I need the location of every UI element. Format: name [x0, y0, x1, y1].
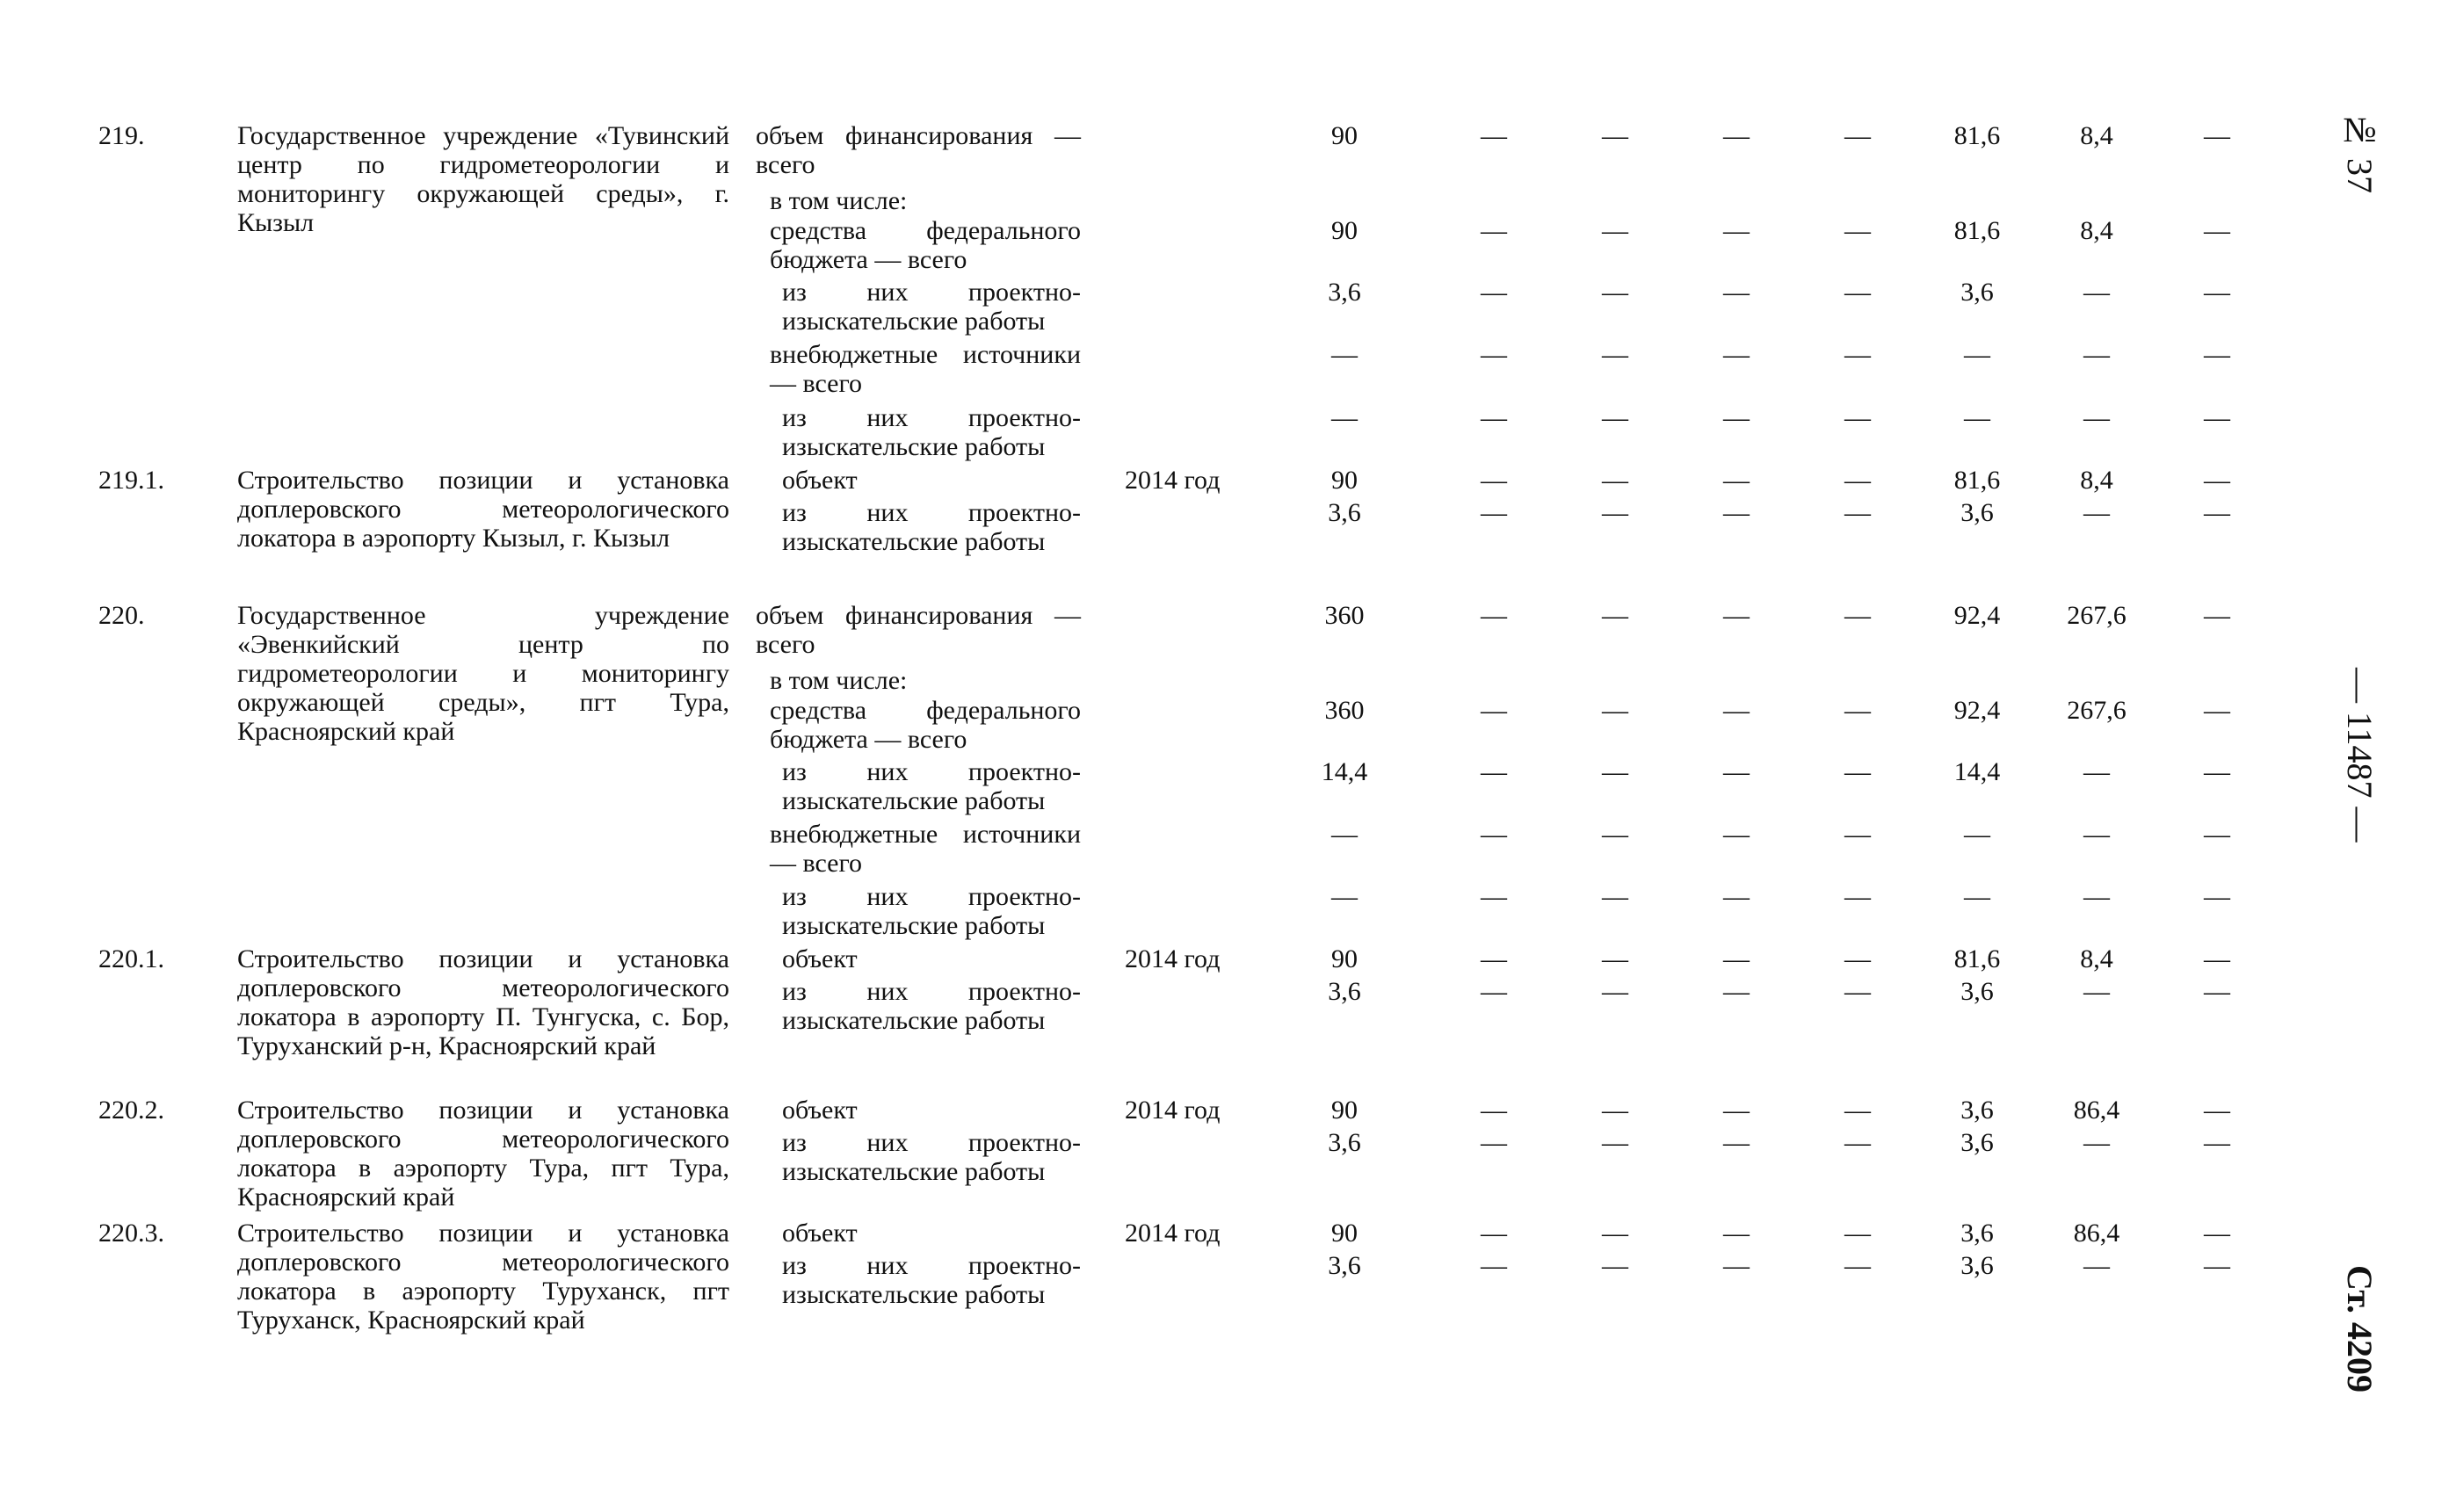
value-cell: 14,4 [1321, 757, 1368, 786]
value-cell: — [2204, 757, 2230, 786]
value-cell: — [1481, 601, 1507, 630]
value-cell: — [2083, 498, 2110, 527]
value-cell: 3,6 [1328, 498, 1361, 527]
value-cell: — [2083, 757, 2110, 786]
value-cell: — [1481, 278, 1507, 307]
value-cell: 90 [1331, 121, 1358, 150]
value-cell: 90 [1331, 944, 1358, 973]
value-cell: — [1723, 601, 1750, 630]
line-label: из них проектно-изыскательские работы [782, 757, 1081, 815]
line-label: из них проектно-изыскательские работы [782, 498, 1081, 556]
row-number: 220.2. [98, 1096, 164, 1125]
row-description: Государственное учреждение «Эвенкийский центр по гидрометеорологии и мониторингу окружающей среды», пгт Тура, Красноярский край [237, 601, 729, 746]
value-cell: — [1723, 1096, 1750, 1125]
value-cell: 267,6 [2067, 696, 2127, 725]
value-cell: — [1602, 944, 1628, 973]
value-cell: — [2204, 216, 2230, 245]
value-cell: — [2083, 977, 2110, 1006]
value-cell: 360 [1324, 696, 1365, 725]
row-number: 220. [98, 601, 145, 630]
line-label: внебюджетные источники — всего [770, 820, 1081, 878]
value-cell: — [1481, 403, 1507, 432]
value-cell: — [2204, 466, 2230, 495]
value-cell: — [1723, 696, 1750, 725]
value-cell: — [1602, 696, 1628, 725]
value-cell: — [1844, 1251, 1871, 1280]
value-cell: — [2204, 977, 2230, 1006]
value-cell: — [1844, 977, 1871, 1006]
value-cell: — [2204, 1251, 2230, 1280]
value-cell: — [2204, 1128, 2230, 1157]
value-cell: 8,4 [2080, 121, 2113, 150]
value-cell: — [1481, 882, 1507, 911]
value-cell: — [1602, 757, 1628, 786]
value-cell: 3,6 [1960, 278, 1994, 307]
year-cell: 2014 год [1125, 1219, 1221, 1248]
value-cell: 3,6 [1960, 1096, 1994, 1125]
value-cell: — [1964, 403, 1990, 432]
line-label: из них проектно-изыскательские работы [782, 1128, 1081, 1186]
value-cell: — [1602, 820, 1628, 849]
value-cell: 8,4 [2080, 944, 2113, 973]
value-cell: — [2204, 121, 2230, 150]
value-cell: 81,6 [1953, 466, 2001, 495]
value-cell: — [1723, 403, 1750, 432]
value-cell: 8,4 [2080, 216, 2113, 245]
value-cell: — [2204, 601, 2230, 630]
value-cell: 90 [1331, 1219, 1358, 1248]
value-cell: — [1844, 216, 1871, 245]
value-cell: — [1723, 820, 1750, 849]
row-number: 219. [98, 121, 145, 150]
value-cell: 86,4 [2073, 1096, 2120, 1125]
article-number: Ст. 4209 [2340, 1265, 2380, 1393]
value-cell: — [1602, 882, 1628, 911]
line-label: из них проектно-изыскательские работы [782, 1251, 1081, 1309]
value-cell: — [2204, 403, 2230, 432]
value-cell: — [1602, 403, 1628, 432]
value-cell: — [1331, 340, 1358, 369]
value-cell: — [1481, 820, 1507, 849]
value-cell: 3,6 [1328, 278, 1361, 307]
value-cell: — [2204, 820, 2230, 849]
value-cell: — [1723, 757, 1750, 786]
value-cell: — [1723, 1251, 1750, 1280]
value-cell: 14,4 [1953, 757, 2001, 786]
value-cell: — [1481, 498, 1507, 527]
value-cell: 90 [1331, 216, 1358, 245]
row-description: Строительство позиции и установка доплеровского метеорологического локатора в аэропорту Тура, пгт Тура, Красноярский край [237, 1096, 729, 1212]
value-cell: — [1602, 466, 1628, 495]
value-cell: — [2204, 340, 2230, 369]
value-cell: — [1964, 340, 1990, 369]
value-cell: — [1844, 498, 1871, 527]
line-label: объем финансирования — всего [756, 601, 1081, 659]
value-cell: — [1844, 1219, 1871, 1248]
value-cell: 3,6 [1328, 977, 1361, 1006]
value-cell: — [2204, 278, 2230, 307]
value-cell: — [1723, 278, 1750, 307]
value-cell: — [2204, 1096, 2230, 1125]
value-cell: — [1844, 601, 1871, 630]
row-number: 220.1. [98, 944, 164, 973]
value-cell: 86,4 [2073, 1219, 2120, 1248]
line-label: из них проектно-изыскательские работы [782, 977, 1081, 1035]
value-cell: — [1723, 498, 1750, 527]
line-label: в том числе: [770, 666, 908, 695]
value-cell: — [1481, 1096, 1507, 1125]
value-cell: — [1331, 403, 1358, 432]
value-cell: — [1481, 757, 1507, 786]
line-label: объект [782, 1219, 858, 1248]
value-cell: — [1481, 1219, 1507, 1248]
line-label: внебюджетные источники — всего [770, 340, 1081, 398]
value-cell: — [1331, 820, 1358, 849]
value-cell: — [1723, 216, 1750, 245]
value-cell: — [1844, 340, 1871, 369]
value-cell: 3,6 [1960, 977, 1994, 1006]
line-label: объект [782, 944, 858, 973]
value-cell: — [1481, 216, 1507, 245]
value-cell: 8,4 [2080, 466, 2113, 495]
value-cell: — [1723, 121, 1750, 150]
value-cell: — [2204, 498, 2230, 527]
value-cell: 81,6 [1953, 121, 2001, 150]
value-cell: 3,6 [1328, 1128, 1361, 1157]
value-cell: — [1844, 757, 1871, 786]
year-cell: 2014 год [1125, 1096, 1221, 1125]
line-label: объем финансирования — всего [756, 121, 1081, 179]
value-cell: — [1481, 696, 1507, 725]
year-cell: 2014 год [1125, 466, 1221, 495]
value-cell: — [2083, 1128, 2110, 1157]
value-cell: — [1602, 601, 1628, 630]
value-cell: 3,6 [1960, 1219, 1994, 1248]
value-cell: — [2083, 820, 2110, 849]
value-cell: — [1602, 977, 1628, 1006]
value-cell: 3,6 [1960, 498, 1994, 527]
value-cell: — [2083, 882, 2110, 911]
value-cell: — [1844, 1128, 1871, 1157]
value-cell: — [1602, 498, 1628, 527]
row-description: Строительство позиции и установка доплеровского метеорологического локатора в аэропорту Туруханск, пгт Туруханск, Красноярский край [237, 1219, 729, 1335]
row-number: 220.3. [98, 1219, 164, 1248]
line-label: из них проектно-изыскательские работы [782, 403, 1081, 461]
value-cell: — [1602, 1128, 1628, 1157]
value-cell: — [1844, 121, 1871, 150]
value-cell: — [1723, 882, 1750, 911]
year-cell: 2014 год [1125, 944, 1221, 973]
value-cell: — [2204, 882, 2230, 911]
value-cell: — [1602, 340, 1628, 369]
value-cell: — [1844, 944, 1871, 973]
value-cell: — [1964, 882, 1990, 911]
value-cell: 81,6 [1953, 216, 2001, 245]
value-cell: — [1964, 820, 1990, 849]
value-cell: — [1723, 1219, 1750, 1248]
value-cell: — [2083, 340, 2110, 369]
value-cell: — [1481, 944, 1507, 973]
value-cell: 360 [1324, 601, 1365, 630]
value-cell: 81,6 [1953, 944, 2001, 973]
value-cell: — [1602, 1219, 1628, 1248]
value-cell: — [1844, 696, 1871, 725]
value-cell: — [1723, 977, 1750, 1006]
value-cell: 3,6 [1960, 1128, 1994, 1157]
row-number: 219.1. [98, 466, 164, 495]
line-label: из них проектно-изыскательские работы [782, 882, 1081, 940]
value-cell: — [1481, 121, 1507, 150]
line-label: в том числе: [770, 186, 908, 215]
value-cell: — [1844, 882, 1871, 911]
line-label: из них проектно-изыскательские работы [782, 278, 1081, 336]
value-cell: 92,4 [1953, 601, 2001, 630]
value-cell: 92,4 [1953, 696, 2001, 725]
value-cell: — [1481, 1251, 1507, 1280]
value-cell: — [1844, 403, 1871, 432]
value-cell: — [1602, 216, 1628, 245]
row-description: Строительство позиции и установка доплеровского метеорологического локатора в аэропорту П. Тунгуска, с. Бор, Туруханский р-н, Красноярский край [237, 944, 729, 1060]
row-description: Государственное учреждение «Тувинский центр по гидрометеорологии и мониторингу окружающей среды», г. Кызыл [237, 121, 729, 237]
value-cell: — [1723, 1128, 1750, 1157]
value-cell: — [1602, 1096, 1628, 1125]
line-label: объект [782, 466, 858, 495]
value-cell: — [1602, 121, 1628, 150]
page-number: — 11487 — [2340, 668, 2380, 843]
value-cell: — [2204, 696, 2230, 725]
value-cell: — [2204, 1219, 2230, 1248]
line-label: средства федерального бюджета — всего [770, 696, 1081, 754]
value-cell: 90 [1331, 466, 1358, 495]
value-cell: — [1481, 466, 1507, 495]
value-cell: — [1844, 466, 1871, 495]
value-cell: 3,6 [1328, 1251, 1361, 1280]
value-cell: — [1602, 278, 1628, 307]
value-cell: — [2083, 278, 2110, 307]
row-description: Строительство позиции и установка доплеровского метеорологического локатора в аэропорту Кызыл, г. Кызыл [237, 466, 729, 553]
value-cell: — [1723, 944, 1750, 973]
line-label: объект [782, 1096, 858, 1125]
value-cell: — [2204, 944, 2230, 973]
value-cell: — [1844, 278, 1871, 307]
value-cell: — [2083, 403, 2110, 432]
value-cell: — [1844, 1096, 1871, 1125]
value-cell: — [2083, 1251, 2110, 1280]
value-cell: — [1481, 1128, 1507, 1157]
value-cell: — [1481, 977, 1507, 1006]
value-cell: — [1331, 882, 1358, 911]
value-cell: — [1844, 820, 1871, 849]
value-cell: — [1723, 466, 1750, 495]
value-cell: — [1481, 340, 1507, 369]
value-cell: — [1723, 340, 1750, 369]
issue-number: № 37 [2340, 110, 2380, 193]
line-label: средства федерального бюджета — всего [770, 216, 1081, 274]
value-cell: 267,6 [2067, 601, 2127, 630]
value-cell: 90 [1331, 1096, 1358, 1125]
value-cell: 3,6 [1960, 1251, 1994, 1280]
value-cell: — [1602, 1251, 1628, 1280]
